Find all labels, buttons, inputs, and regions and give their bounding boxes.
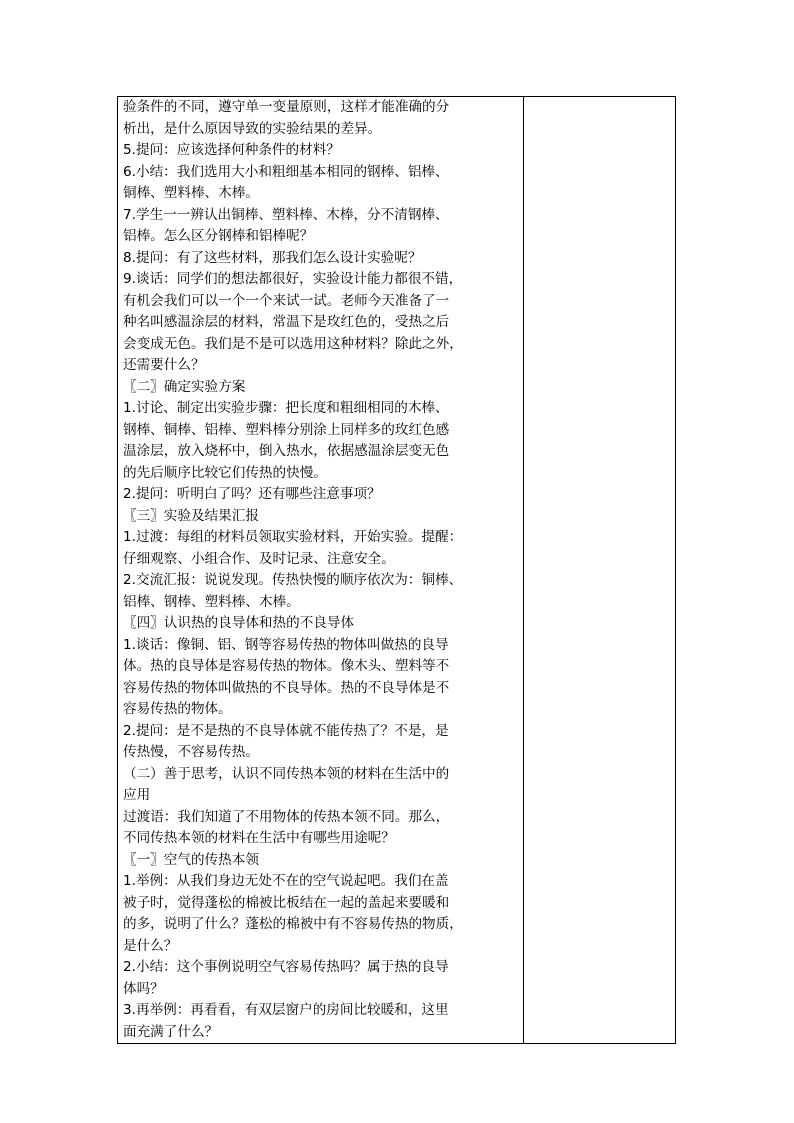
lesson-plan-table <box>117 96 676 1044</box>
text-line: 6.小结：我们选用大小和粗细基本相同的钢棒、铝棒、 <box>123 163 449 180</box>
text-line: 被子时，觉得蓬松的棉被比板结在一起的盖起来要暖和 <box>123 894 450 911</box>
text-line: 验条件的不同，遵守单一变量原则，这样才能准确的分 <box>123 99 450 115</box>
text-line: 容易传热的物体。 <box>123 701 232 717</box>
text-line: 是什么？ <box>123 937 178 954</box>
text-line: 还需要什么？ <box>123 357 205 373</box>
text-line: 会变成无色。我们是不是可以选用这种材料？除此之外， <box>123 335 463 352</box>
text-line: 的先后顺序比较它们传热的快慢。 <box>123 464 327 481</box>
text-line: 2.交流汇报：说说发现。传热快慢的顺序依次为：铜棒、 <box>123 572 463 588</box>
text-line: 容易传热的物体叫做热的不良导体。热的不良导体是不 <box>123 679 450 696</box>
text-line: 种名叫感温涂层的材料，常温下是玫红色的，受热之后 <box>123 314 450 330</box>
text-line: 3.再举例：再看看，有双层窗户的房间比较暖和，这里 <box>123 1002 449 1018</box>
text-line: 应用 <box>123 787 151 803</box>
table-row <box>118 97 676 1044</box>
text-line: 铝棒。怎么区分钢棒和铝棒呢？ <box>123 228 314 244</box>
text-line: 的多，说明了什么？蓬松的棉被中有不容易传热的物质， <box>123 916 463 932</box>
lesson-content-cell <box>118 97 524 1044</box>
text-line: 2.小结：这个事例说明空气容易传热吗？属于热的良导 <box>123 959 449 975</box>
text-line: 〖二〗确定实验方案 <box>123 378 246 395</box>
text-line: 铝棒、钢棒、塑料棒、木棒。 <box>123 593 300 610</box>
text-line: 析出，是什么原因导致的实验结果的差异。 <box>123 120 382 137</box>
text-line: 2.提问：是不是热的不良导体就不能传热了？不是，是 <box>123 722 449 739</box>
text-line: 〖三〗实验及结果汇报 <box>123 507 259 524</box>
text-line: 1.过渡：每组的材料员领取实验材料，开始实验。提醒： <box>123 529 463 545</box>
text-line: 面充满了什么？ <box>123 1023 219 1040</box>
text-line: 〖一〗空气的传热本领 <box>123 851 259 868</box>
text-line: 仔细观察、小组合作、及时记录、注意安全。 <box>123 550 395 567</box>
text-line: 温涂层，放入烧杯中，倒入热水，依据感温涂层变无色 <box>123 443 450 459</box>
text-line: 8.提问：有了这些材料，那我们怎么设计实验呢？ <box>123 249 422 266</box>
text-line: 铜棒、塑料棒、木棒。 <box>123 185 259 201</box>
notes-cell <box>524 97 676 1044</box>
text-line: 〖四〗认识热的良导体和热的不良导体 <box>123 615 355 631</box>
text-line: 1.谈话：像铜、铝、钢等容易传热的物体叫做热的良导 <box>123 636 449 653</box>
text-line: 钢棒、铜棒、铝棒、塑料棒分别涂上同样多的玫红色感 <box>123 421 450 438</box>
text-line: 1.举例：从我们身边无处不在的空气说起吧。我们在盖 <box>123 873 449 889</box>
text-line: 体。热的良导体是容易传热的物体。像木头、塑料等不 <box>123 658 450 674</box>
text-line: 体吗？ <box>123 980 164 997</box>
text-line: 5.提问：应该选择何种条件的材料？ <box>123 142 340 158</box>
text-line: （二）善于思考，认识不同传热本领的材料在生活中的 <box>123 765 450 782</box>
text-line: 9.谈话：同学们的想法都很好，实验设计能力都很不错， <box>123 271 463 287</box>
lesson-text <box>118 97 523 1043</box>
text-line: 有机会我们可以一个一个来试一试。老师今天准备了一 <box>123 292 450 309</box>
text-line: 不同传热本领的材料在生活中有哪些用途呢？ <box>123 830 395 846</box>
text-line: 2.提问：听明白了吗？还有哪些注意事项？ <box>123 486 381 502</box>
text-line: 过渡语：我们知道了不用物体的传热本领不同。那么， <box>123 808 450 825</box>
text-line: 传热慢，不容易传热。 <box>123 744 259 760</box>
text-line: 1.讨论、制定出实验步骤：把长度和粗细相同的木棒、 <box>123 400 449 416</box>
text-line: 7.学生一一辨认出铜棒、塑料棒、木棒，分不清钢棒、 <box>123 206 449 223</box>
